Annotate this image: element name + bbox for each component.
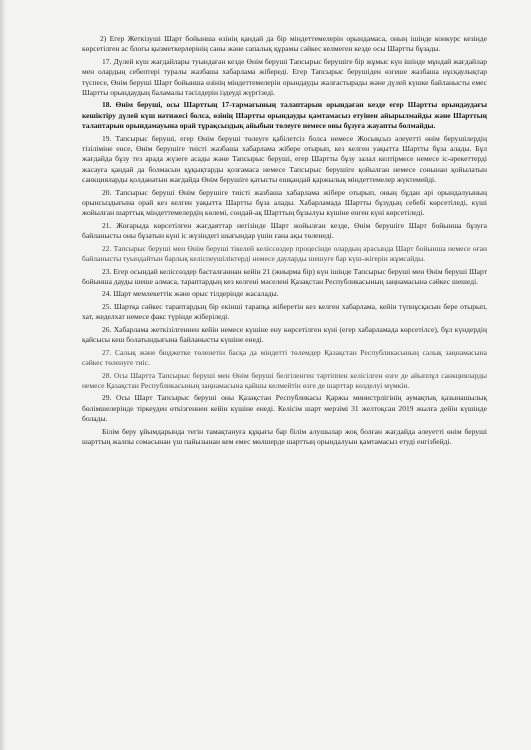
- paragraph-25: 25. Шартқа сәйкес тараптардың бір екінші тарапқа жіберетін кез келген хабарлама, кейін түпнұсқасын бере отырып, хат, жеделхат немесе факс түрінде жіберіледі.: [82, 301, 487, 322]
- paragraph-21: 21. Жоғарыда көрсетілген жағдаяттар негізінде Шарт жойылған кезде, Өнім берушіге Шарт бойынша бұзуға байланысты оны бұзатын күні іс жүзіндегі шығындар үшін ғана ақы төленеді.: [82, 220, 487, 241]
- paragraph-20: 20. Тапсырыс беруші Өнім берушіге тиісті жазбаша хабарлама жібере отырып, оның бұдан әрі орындалуының орынсыздығына орай кез келген уақытта Шартты бұза алады. Хабарламада Шартты бұзудың себебі көрсетіледі, күші жойылған шарттық міндеттемелердің көлемі, сондай-ақ Шарттың бұзылуы күшіне енген күні көрсетіледі.: [82, 187, 487, 218]
- paragraph-27: 27. Салық және бюджетке төленетін басқа да міндетті төлемдер Қазақстан Республикасының салық заңнамасына сәйкес төленуге тиіс.: [82, 347, 487, 368]
- paragraph-24: 24. Шарт мемлекеттік және орыс тілдерінде жасалады.: [102, 289, 279, 299]
- paragraph-28: 28. Осы Шартта Тапсырыс беруші мен Өнім беруші белгіленген тәртіппен келісілген өзге де айыппұл санкцияларды немесе Қазақстан Республикасының заңнамасына қайшы келмейтін өзге де шарттар көзделуі мүмкін.: [82, 370, 487, 390]
- paragraph-security-note: Білім беру ұйымдарында тегін тамақтануға құқығы бар білім алушылар жоқ болған жағдайда әлеуетті өнім беруші шарттың жалпы сомасынан үш пайызынан кем емес мөлшерде шарттың орындалуын қамтамасыз етуді енгізбейді.: [82, 426, 487, 446]
- paragraph-22: 22. Тапсырыс беруші мен Өнім беруші тікелей келіссөздер процесінде олардың арасында Шарт бойынша немесе оған байланысты туындайтын барлық келіспеушіліктерді немесе дауларды шешуге бар күш-жігерін жұмсайды.: [82, 243, 487, 263]
- paragraph-19: 19. Тапсырыс беруші, егер Өнім беруші төлеуге қабілетсіз болса немесе Жосықсыз әлеуетті өнім берушілердің тізіліміне енсе, Өнім берушіге тиісті жазбаша хабарлама жібере отырып, кез келген уақытта Шартты бұза алады. Бұл жағдайда бұзу тез арада жүзеге асады және Тапсырыс беруші, егер Шартты бұзу залал келтірмесе немесе іс-әрекеттерді жасауға қандай да болмасын құқықтарды қозғамаса немесе Тапсырыс берушіге қойылған немесе сонынан қойылатын санкцияларды қолданатын жағдайда Өнім берушіге қатысты ешқандай қаржылық міндеттемелер жүктемейді.: [82, 133, 487, 185]
- paragraph-16-2: 2) Егер Жеткізуші Шарт бойынша өзінің қандай да бір міндеттемелерін орындамаса, оның ішінде конкурс кезінде көрсетілген ас блогы қызметкерлерінің саны және сапалық құрамы сәйкес келмеген кезде осы Шартты бұзады.: [82, 34, 487, 54]
- paragraph-18: 18. Өнім беруші, осы Шарттың 17-тармағының талаптарын орындаған кезде егер Шартты орындаудағы кешіктіру дүлей күш нәтижесі болса, өзінің Шартты орындауды қамтамасыз етуінен айырылмайды және Шарттың талаптарын орындамауына орай тұрақсыздық айыбын төлеуге немесе оны бұзуға жауапты болмайды.: [82, 100, 487, 131]
- paragraph-17: 17. Дүлей күш жағдайлары туындаған кезде Өнім беруші Тапсырыс берушіге бір жұмыс күн ішінде мұндай жағдайлар мен олардың себептері туралы жазбаша хабарлама жібереді. Егер Тапсырыс берушіден өзгеше жазбаша нұсқаулықтар түспесе, Өнім беруші Шарт бойынша өзінің міндеттемелерін орындауды жалғастырады және дүлей күшке байланысты емес Шартты орындаудың баламалы тәсілдерін іздеуді жүргізеді.: [82, 56, 487, 97]
- paragraph-29: 29. Осы Шарт Тапсырыс беруші оны Қазақстан Республикасы Қаржы министрлігінің аумақтық қазынашылық бөлімшелерінде тіркеуден өткізгеннен кейін күшіне енеді. Келісім шарт мерзімі 31 желтоқсан 2019 жылға дейін күшінде болады.: [82, 393, 487, 424]
- paragraph-23: 23. Егер осындай келіссөздер басталғаннан кейін 21 (жиырма бір) күн ішінде Тапсырыс беруші мен Өнім беруші Шарт бойынша дауды шеше алмаса, тараптардың кез келгені мәселені Қазақстан Республикасының заңнамасына сәйкес шешеді.: [82, 266, 487, 286]
- paragraph-26: 26. Хабарлама жеткізілгеннен кейін немесе күшіне ену көрсетілген күні (егер хабарламада көрсетілсе), бұл күндердің қайсысы кеш болатындығына байланысты күшіне енеді.: [82, 324, 487, 345]
